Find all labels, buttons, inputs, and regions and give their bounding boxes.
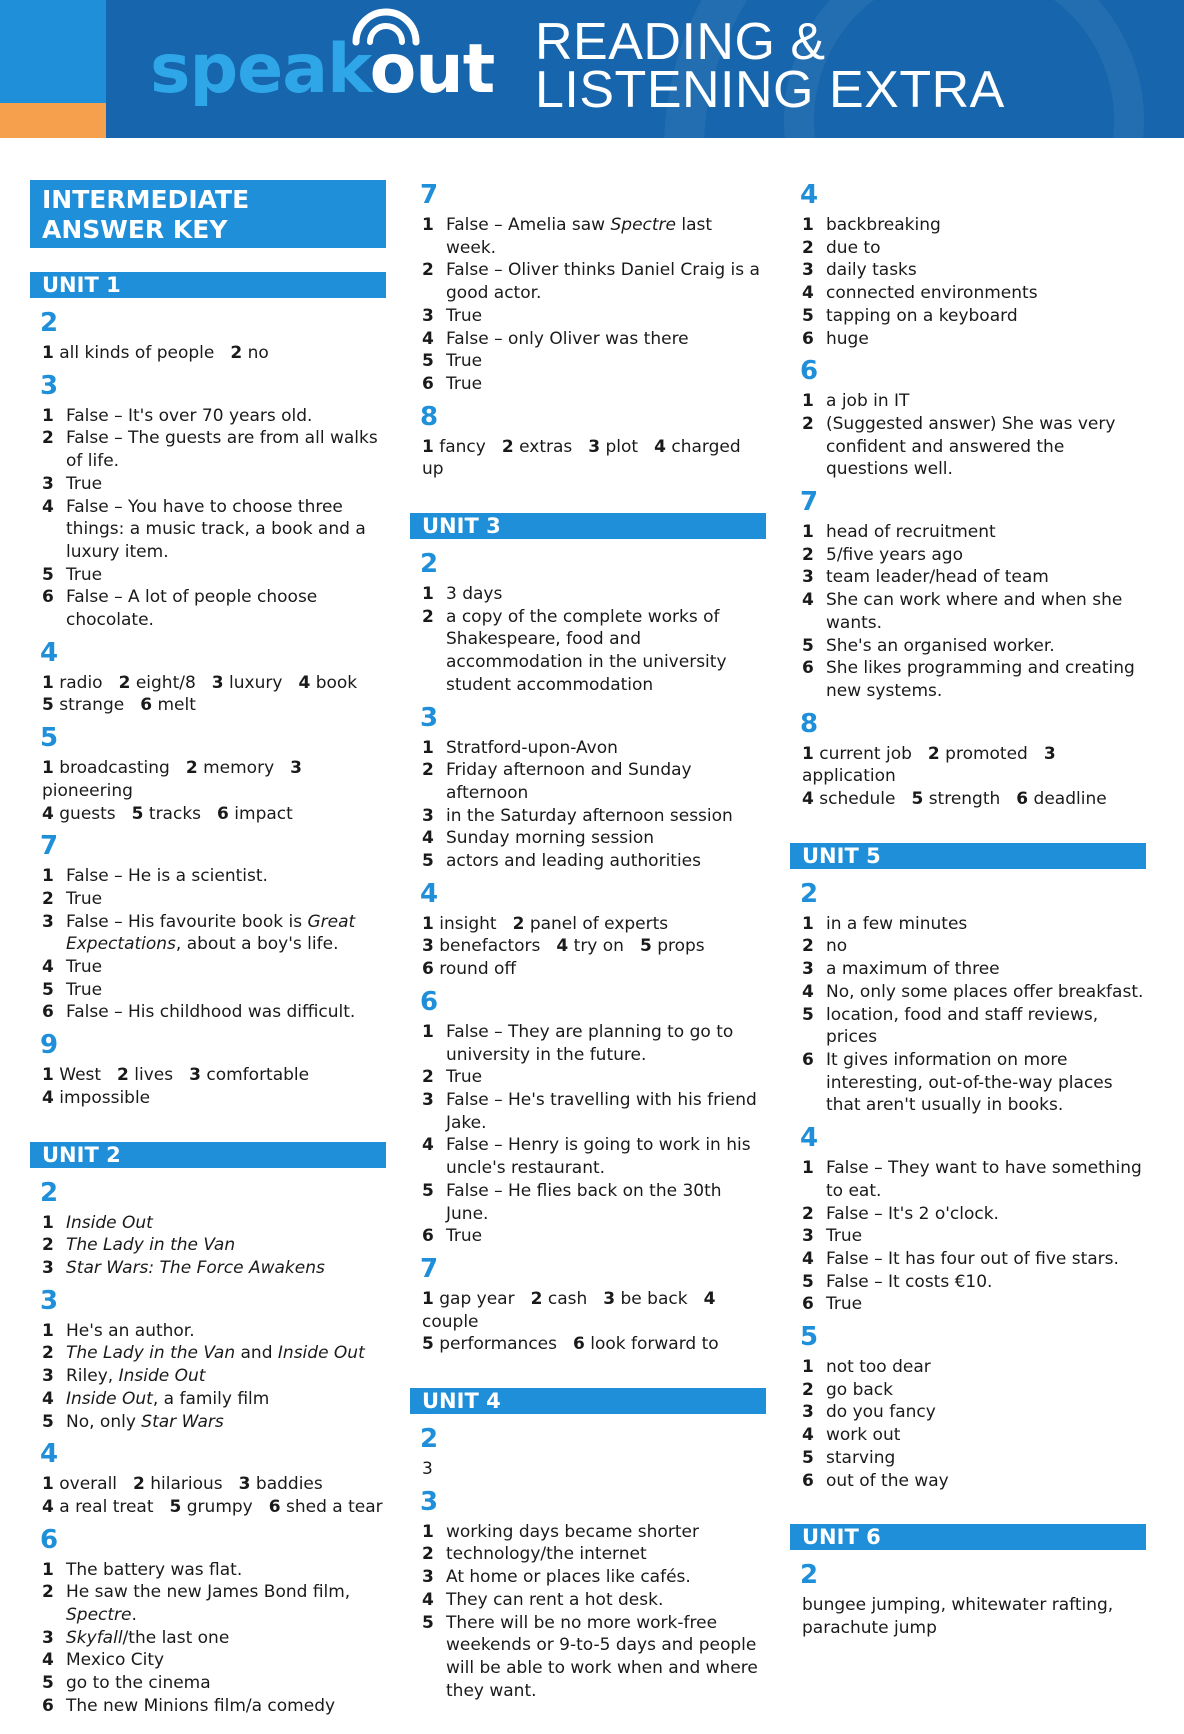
list-item: 2 technology/the internet (422, 1544, 647, 1565)
list-item: 4 They can rent a hot desk. (422, 1589, 664, 1610)
list-item: 1 head of recruitment (802, 522, 996, 543)
list-item: 3 team leader/head of team (802, 567, 1049, 588)
answer-row: bungee jumping, whitewater rafting, parachute jump (802, 1595, 1114, 1638)
answer-list (790, 913, 1146, 1117)
list-item: 1 backbreaking (802, 215, 941, 235)
answer-row: 4 a real treat 5 grumpy 6 shed a tear (42, 1496, 383, 1517)
list-item: 6 huge (802, 328, 869, 349)
exercise-number: 5 (40, 723, 59, 754)
list-item: 2 due to (802, 237, 881, 258)
exercise-number: 2 (800, 1560, 819, 1591)
spacer (790, 1492, 1146, 1510)
unit-heading: UNIT 5 (790, 843, 1146, 869)
unit-heading: UNIT 1 (30, 272, 386, 298)
list-item: 1 False – They want to have something to eat. (802, 1158, 1142, 1201)
spacer (410, 1356, 766, 1374)
list-item: 6 False – His childhood was difficult. (42, 1002, 356, 1023)
list-item: 2 The Lady in the Van and Inside Out (42, 1343, 365, 1364)
list-item: 5 location, food and staff reviews, prices (802, 1004, 1099, 1048)
list-item: 5 No, only Star Wars (42, 1411, 224, 1432)
list-item: 5 False – He flies back on the 30th June. (422, 1180, 722, 1224)
list-item: 4 Inside Out, a family film (42, 1388, 270, 1409)
spacer (30, 1110, 386, 1128)
exercise-number: 2 (40, 1177, 59, 1208)
list-item: 5 tapping on a keyboard (802, 305, 1018, 326)
unit-heading: UNIT 4 (410, 1388, 766, 1414)
list-item: 1 False – It's over 70 years old. (42, 405, 313, 426)
exercise-number: 7 (420, 1253, 439, 1284)
page-title (535, 13, 1005, 119)
answer-row: 4 impossible (42, 1087, 151, 1108)
answer-list (30, 1320, 386, 1434)
column-3 (790, 180, 1146, 1640)
list-item: 3 Skyfall/the last one (42, 1627, 230, 1648)
answer-row: 1 broadcasting 2 memory 3 pioneering (42, 758, 302, 801)
list-item: 5 actors and leading authorities (422, 851, 701, 872)
exercise-number: 4 (800, 180, 819, 210)
exercise-number: 8 (420, 401, 439, 432)
answer-row: 6 round off (422, 959, 517, 980)
unit-heading: UNIT 6 (790, 1524, 1146, 1550)
column-1 (30, 180, 386, 1718)
logo-out: out (369, 30, 495, 109)
list-item: 2 True (422, 1067, 483, 1088)
list-item: 3 Star Wars: The Force Awakens (42, 1257, 325, 1278)
list-item: 2 The Lady in the Van (42, 1235, 236, 1256)
spacer (410, 481, 766, 499)
list-item: 2 Friday afternoon and Sunday afternoon (422, 760, 692, 803)
answer-list (790, 214, 1146, 350)
list-item: 6 False – A lot of people choose chocolate. (42, 587, 318, 631)
answer-row: 1 West 2 lives 3 comfortable (42, 1065, 310, 1086)
list-item: 3 At home or places like cafés. (422, 1567, 691, 1588)
title-line-2: LISTENING EXTRA (535, 61, 1005, 119)
list-item: 1 a job in IT (802, 391, 910, 412)
list-item: 3 True (802, 1226, 863, 1247)
list-item: 5 True (42, 979, 103, 1000)
list-item: 6 True (802, 1294, 863, 1315)
logo-speak: speak (150, 30, 370, 109)
exercise-number: 2 (800, 878, 819, 909)
unit-heading: UNIT 2 (30, 1142, 386, 1168)
answer-row: 1 all kinds of people 2 no (42, 343, 269, 363)
list-item: 4 False – You have to choose three things: a music track, a book and a luxury item. (42, 496, 366, 562)
list-item: 3 Riley, Inside Out (42, 1366, 206, 1387)
answer-row: 3 benefactors 4 try on 5 props (422, 936, 705, 957)
list-item: 4 False – Henry is going to work in his uncle's restaurant. (422, 1135, 751, 1179)
exercise-number: 8 (800, 708, 819, 739)
list-item: 4 connected environments (802, 283, 1038, 304)
list-item: 2 False – It's 2 o'clock. (802, 1203, 999, 1224)
exercise-number: 4 (40, 637, 59, 668)
list-item: 1 in a few minutes (802, 913, 968, 934)
answer-list (30, 865, 386, 1024)
exercise-number: 3 (420, 1486, 439, 1517)
list-item: 2 no (802, 936, 848, 957)
exercise-number: 2 (420, 549, 439, 580)
header-accent-blue (0, 0, 106, 103)
list-item: 5 False – It costs €10. (802, 1271, 993, 1292)
list-item: 4 False – only Oliver was there (422, 328, 689, 349)
list-item: 1 The battery was flat. (42, 1559, 243, 1580)
list-item: 2 (Suggested answer) She was very confident and answered the questions well. (802, 413, 1116, 480)
list-item: 6 True (422, 373, 483, 394)
list-item: 3 False – His favourite book is Great Expectations, about a boy's life. (42, 911, 356, 955)
list-item: 2 True (42, 888, 103, 909)
answer-row: 5 strange 6 melt (42, 695, 196, 716)
list-item: 4 work out (802, 1425, 901, 1446)
list-item: 6 out of the way (802, 1470, 949, 1491)
answer-list (790, 390, 1146, 481)
list-item: 3 daily tasks (802, 260, 917, 281)
list-item: 6 The new Minions film/a comedy (42, 1695, 336, 1716)
list-item: 5 She's an organised worker. (802, 635, 1055, 656)
list-item: 4 She can work where and when she wants. (802, 590, 1123, 633)
list-item: 5 True (42, 564, 103, 585)
exercise-number: 7 (420, 180, 439, 210)
list-item: 3 False – He's travelling with his friend Jake. (422, 1089, 757, 1133)
answer-row: 1 gap year 2 cash 3 be back 4 couple (422, 1288, 716, 1332)
list-item: 2 a copy of the complete works of Shakespeare, food and accommodation in the university student accommodation (422, 606, 727, 695)
list-item: 1 working days became shorter (422, 1521, 699, 1542)
exercise-number: 2 (40, 308, 59, 338)
list-item: 1 Stratford-upon-Avon (422, 737, 618, 758)
list-item: 3 do you fancy (802, 1402, 936, 1423)
exercise-number: 3 (40, 370, 59, 401)
list-item: 5 go to the cinema (42, 1673, 211, 1694)
list-item: 5 starving (802, 1447, 896, 1468)
list-item: 4 False – It has four out of five stars. (802, 1248, 1119, 1269)
answer-list (790, 521, 1146, 703)
exercise-number: 6 (800, 356, 819, 387)
exercise-number: 6 (420, 986, 439, 1017)
exercise-number: 4 (800, 1123, 819, 1154)
answer-row: 3 (422, 1459, 433, 1480)
list-item: 6 It gives information on more interesting, out-of-the-way places that aren't usually in books. (802, 1049, 1113, 1116)
answer-row: 4 guests 5 tracks 6 impact (42, 803, 293, 824)
list-item: 1 False – He is a scientist. (42, 866, 268, 887)
answer-list (410, 1521, 766, 1703)
answer-list (30, 405, 386, 632)
exercise-number: 6 (40, 1524, 59, 1555)
spacer (790, 811, 1146, 829)
list-item: 5 True (422, 351, 483, 372)
list-item: 2 False – The guests are from all walks of life. (42, 428, 378, 472)
exercise-number: 7 (800, 487, 819, 518)
list-item: 3 True (42, 473, 103, 494)
exercise-number: 4 (40, 1439, 59, 1470)
answer-row: 1 insight 2 panel of experts (422, 913, 669, 934)
answer-row: 4 schedule 5 strength 6 deadline (802, 789, 1107, 810)
answer-list (410, 214, 766, 396)
list-item: 4 Mexico City (42, 1650, 165, 1671)
answer-row: 1 fancy 2 extras 3 plot 4 charged up (422, 436, 741, 480)
list-item: 2 go back (802, 1379, 893, 1400)
title-line-1: READING & (535, 13, 826, 71)
answer-row: 5 performances 6 look forward to (422, 1334, 719, 1355)
exercise-number: 9 (40, 1030, 59, 1061)
list-item: 2 5/five years ago (802, 544, 963, 565)
list-item: 1 False – They are planning to go to university in the future. (422, 1021, 734, 1065)
answer-row: 1 radio 2 eight/8 3 luxury 4 book (42, 672, 358, 693)
list-item: 2 False – Oliver thinks Daniel Craig is a good actor. (422, 260, 760, 304)
list-item: 3 in the Saturday afternoon session (422, 805, 733, 826)
answer-list (790, 1356, 1146, 1492)
answer-list (410, 1021, 766, 1248)
list-item: 4 Sunday morning session (422, 828, 655, 849)
answer-list (790, 1157, 1146, 1316)
speakout-logo (150, 30, 495, 109)
list-item: 1 He's an author. (42, 1320, 195, 1341)
column-2 (410, 180, 766, 1702)
list-item: 2 He saw the new James Bond film, Spectre. (42, 1582, 351, 1626)
answer-row: 1 current job 2 promoted 3 application (802, 743, 1056, 787)
list-item: 6 She likes programming and creating new systems. (802, 658, 1135, 701)
answer-list (30, 1559, 386, 1718)
answer-list (410, 583, 766, 697)
exercise-number: 3 (420, 702, 439, 733)
answer-row: 1 overall 2 hilarious 3 baddies (42, 1474, 323, 1495)
list-item: 3 a maximum of three (802, 959, 1000, 980)
exercise-number: 7 (40, 831, 59, 862)
answer-list (410, 737, 766, 873)
header-banner (0, 0, 1184, 138)
list-item: 1 Inside Out (42, 1212, 153, 1233)
list-item: 4 True (42, 957, 103, 978)
list-item: 1 3 days (422, 584, 503, 605)
exercise-number: 5 (800, 1322, 819, 1353)
list-item: 4 No, only some places offer breakfast. (802, 981, 1144, 1002)
list-item: 1 False – Amelia saw Spectre last week. (422, 215, 713, 258)
list-item: 1 not too dear (802, 1357, 931, 1378)
exercise-number: 2 (420, 1424, 439, 1455)
answer-key-title: INTERMEDIATE ANSWER KEY (30, 180, 386, 248)
list-item: 3 True (422, 305, 483, 326)
answer-list (30, 1212, 386, 1280)
exercise-number: 4 (420, 878, 439, 909)
exercise-number: 3 (40, 1285, 59, 1316)
unit-heading: UNIT 3 (410, 513, 766, 539)
list-item: 5 There will be no more work-free weekends or 9-to-5 days and people will be able to work when and where they want. (422, 1612, 758, 1701)
list-item: 6 True (422, 1226, 483, 1247)
header-accent-orange (0, 103, 106, 138)
